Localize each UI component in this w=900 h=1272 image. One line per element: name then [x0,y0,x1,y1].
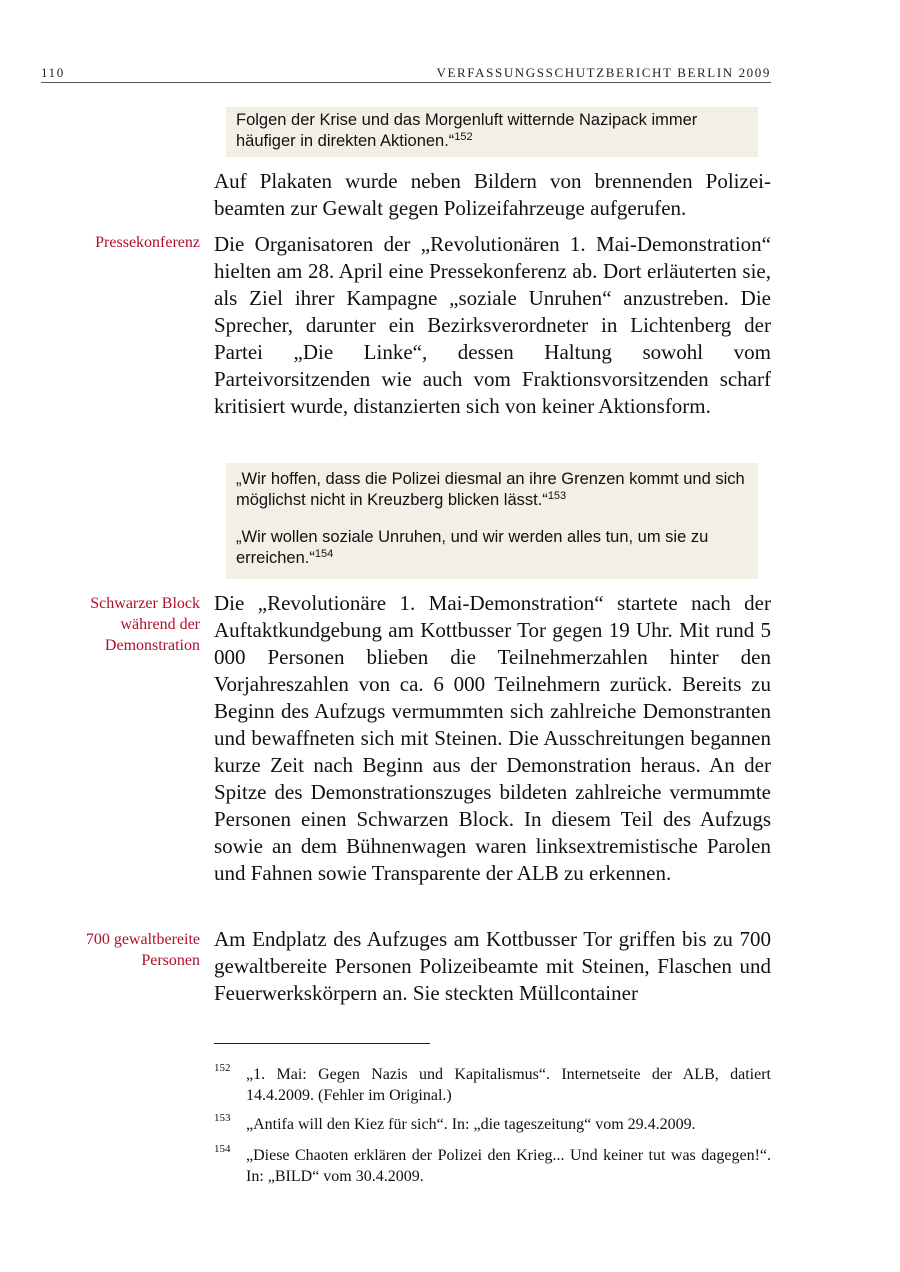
footnote-text: „1. Mai: Gegen Nazis und Kapitalismus“. Internetseite der ALB, datiert 14.4.2009. (Fehler im Original.) [246,1066,771,1104]
footnote-ref[interactable]: 153 [547,490,567,502]
footnote-text: „Diese Chaoten erklären der Polizei den Krieg... Und keiner tut was dagegen!“. In: „BILD“ vom 30.4.2009. [246,1147,771,1185]
paragraph-endplatz: Am Endplatz des Aufzuges am Kottbusser Tor griffen bis zu 700 gewaltbereite Personen Polizeibeamte mit Steinen, Flaschen und Feuerwerkskörpern an. Sie steckten Müllcontainer [214,927,771,1005]
footnote-ref[interactable]: 152 [454,131,473,143]
footnote-ref[interactable]: 154 [314,548,334,560]
quote-text: Folgen der Krise und das Morgenluft witternde Nazipack immer häufiger in direkten Aktionen.“$^{152}$ [236,111,698,150]
page-number: 110 [41,65,65,80]
header-title: VERFASSUNGSSCHUTZBERICHT BERLIN 2009 [436,65,771,80]
footnote-154 [214,1145,771,1189]
quote-text: „Wir wollen soziale Unruhen, und wir werden alles tun, um sie zu erreichen.“$^{154}$ [236,528,709,567]
paragraph-pressekonferenz: Die Organisatoren der „Revolutionären 1. Mai-Demonstration“ hielten am 28. April eine Pressekonferenz ab. Dort erläuterten sie, als Ziel ihrer Kampagne „soziale Unruhen“ anzustreben. Die Sprecher, darunter ein Bezirksverordneter in Lichtenberg der Partei „Die Linke“, dessen Haltung sowohl vom Parteivorsitzenden wie auch vom Fraktionsvorsitzenden scharf kritisiert wurde, distanzierten sich von keiner Aktionsform. [214,232,771,418]
footnote-text: „Antifa will den Kiez für sich“. In: „die tageszeitung“ vom 29.4.2009. [246,1116,696,1133]
margin-note-gewaltbereite: 700 gewaltbereite Personen [85,931,200,969]
footnote-separator [214,1043,430,1044]
quote-box-2 [226,463,758,579]
quote-text: „Wir hoffen, dass die Polizei diesmal an ihre Grenzen kommt und sich möglichst nicht in Kreuzberg blicken lässt.“$^{153}$ [236,470,745,509]
margin-note-pressekonferenz: Pressekonferenz [95,234,200,251]
footnote-number: 154 [214,1143,231,1155]
running-header [41,62,771,83]
paragraph-demonstration: Die „Revolutionäre 1. Mai-Demonstration“ startete nach der Auftaktkundgebung am Kottbusser Tor gegen 19 Uhr. Mit rund 5 000 Personen blieben die Teilnehmerzahlen hinter den Vorjahreszahlen von ca. 6 000 Teilnehmern zurück. Bereits zu Beginn des Aufzugs vermummten sich zahlreiche Demonstranten und bewaffneten sich mit Steinen. Die Ausschreitungen begannen kurze Zeit nach Beginn aus der Demonstration heraus. An der Spitze des Demonstrationszuges bildeten zahlreiche vermummte Personen einen Schwarzen Block. In diesem Teil des Aufzugs sowie an dem Bühnenwagen waren linksextremistische Parolen und Fahnen sowie Transparente der ALB zu erkennen. [214,591,771,885]
footnote-153 [214,1114,771,1136]
footnote-152 [214,1064,771,1108]
quote-box-1 [226,107,758,157]
margin-note-schwarzer-block: Schwarzer Block während der Demonstration [90,595,200,654]
footnote-number: 153 [214,1112,231,1124]
paragraph-plakate: Auf Plakaten wurde neben Bildern von brennenden Polizeibeamten zur Gewalt gegen Polizeifahrzeuge aufgerufen. [214,169,771,220]
footnote-number: 152 [214,1062,231,1074]
